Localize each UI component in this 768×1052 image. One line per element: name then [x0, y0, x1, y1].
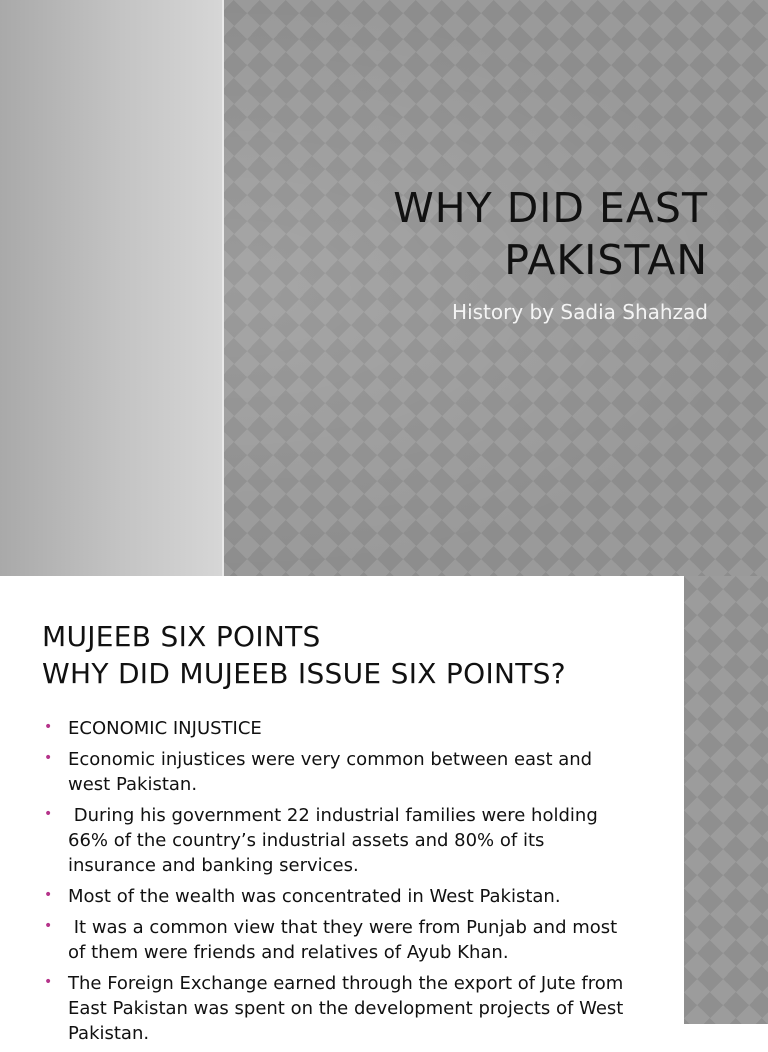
slide-subtitle: History by Sadia Shahzad [452, 300, 708, 324]
list-item [42, 716, 632, 741]
bullet-dot-icon: • [44, 719, 53, 735]
bullet-dot-icon: • [44, 918, 53, 934]
title-slide-divider [222, 0, 224, 576]
list-item-text: ECONOMIC INJUSTICE [68, 718, 262, 739]
content-slide [0, 576, 768, 1044]
content-slide-heading [42, 618, 672, 692]
list-item-text: Most of the wealth was concentrated in West Pakistan. [68, 886, 561, 907]
content-slide-pattern-strip [684, 576, 768, 1024]
list-item-text: During his government 22 industrial families were holding 66% of the country’s industrial assets and 80% of its insurance and banking services. [68, 805, 604, 876]
title-slide-left-panel [0, 0, 222, 576]
list-item [42, 803, 632, 878]
list-item [42, 915, 632, 965]
slide-title [248, 182, 708, 286]
list-item [42, 747, 632, 797]
bullet-dot-icon: • [44, 750, 53, 766]
bullet-dot-icon: • [44, 974, 53, 990]
list-item [42, 884, 632, 909]
heading-line-1: MUJEEB SIX POINTS [42, 620, 321, 653]
bullet-list [42, 716, 632, 1052]
list-item-text: The Foreign Exchange earned through the export of Jute from East Pakistan was spent on the development projects of West Pakistan. [68, 973, 624, 1044]
list-item-text: It was a common view that they were from Punjab and most of them were friends and relatives of Ayub Khan. [68, 917, 623, 963]
heading-line-2: WHY DID MUJEEB ISSUE SIX POINTS? [42, 657, 566, 690]
list-item [42, 971, 632, 1046]
slide-title-line-1: WHY DID EAST [393, 184, 708, 232]
slide-title-line-2: PAKISTAN [504, 236, 708, 284]
bullet-dot-icon: • [44, 806, 53, 822]
bullet-dot-icon: • [44, 887, 53, 903]
list-item-text: Economic injustices were very common between east and west Pakistan. [68, 749, 593, 795]
